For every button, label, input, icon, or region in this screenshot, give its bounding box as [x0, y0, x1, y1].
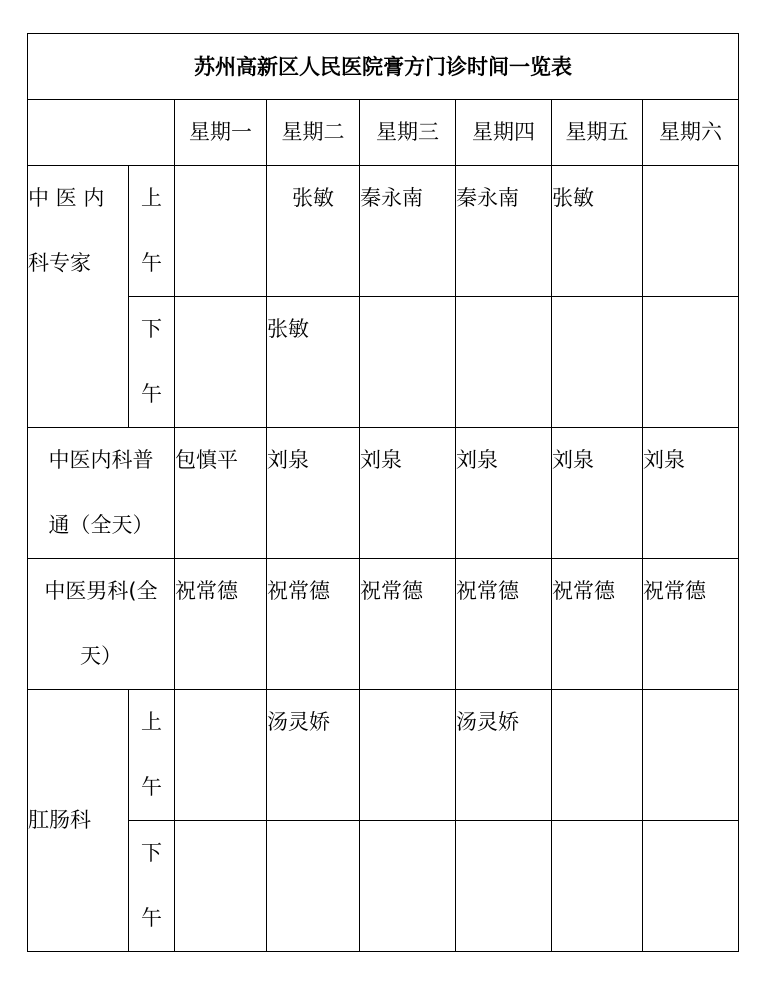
- table-row: [28, 690, 739, 821]
- day-header-tue: 星期二: [267, 100, 360, 166]
- doctor-cell: [175, 821, 267, 952]
- dept-name-line: 中医内科普: [48, 448, 154, 472]
- doctor-cell: [360, 690, 456, 821]
- doctor-cell: 刘泉: [456, 428, 552, 559]
- dept-tcm-andrology: [28, 559, 175, 690]
- day-header-sat: 星期六: [643, 100, 739, 166]
- day-header-row: [28, 100, 739, 166]
- doctor-cell: [175, 690, 267, 821]
- doctor-cell: 祝常德: [175, 559, 267, 690]
- doctor-cell: 汤灵娇: [456, 690, 552, 821]
- dept-tcm-internal-general: [28, 428, 175, 559]
- doctor-cell: [552, 690, 643, 821]
- title-row: [28, 34, 739, 100]
- doctor-cell: 汤灵娇: [267, 690, 360, 821]
- doctor-cell: [175, 166, 267, 297]
- doctor-cell: 刘泉: [643, 428, 739, 559]
- doctor-cell: [643, 297, 739, 428]
- doctor-cell: [360, 821, 456, 952]
- dept-name-line: 天）: [80, 644, 122, 668]
- day-header-fri: 星期五: [552, 100, 643, 166]
- table-title: 苏州高新区人民医院膏方门诊时间一览表: [28, 34, 739, 100]
- dept-name-line: 通（全天）: [48, 513, 154, 537]
- dept-name-line: 科专家: [28, 251, 91, 275]
- doctor-cell: 秦永南: [456, 166, 552, 297]
- doctor-cell: [552, 821, 643, 952]
- doctor-cell: 张敏: [267, 297, 360, 428]
- dept-name-line: 中医男科(全: [44, 579, 158, 603]
- doctor-cell: [456, 297, 552, 428]
- clinic-schedule-table: [27, 33, 739, 952]
- doctor-cell: 刘泉: [552, 428, 643, 559]
- doctor-cell: 张敏: [267, 166, 360, 297]
- corner-cell: [28, 100, 175, 166]
- table-row: [28, 428, 739, 559]
- doctor-cell: [643, 166, 739, 297]
- table-row: [28, 166, 739, 297]
- dept-tcm-internal-expert: [28, 166, 129, 428]
- doctor-cell: 祝常德: [267, 559, 360, 690]
- doctor-cell: 祝常德: [360, 559, 456, 690]
- doctor-cell: [360, 297, 456, 428]
- half-day-label-pm: 下 午: [129, 821, 175, 952]
- table-row: [28, 559, 739, 690]
- doctor-cell: [175, 297, 267, 428]
- table-row: [28, 821, 739, 952]
- doctor-cell: 包慎平: [175, 428, 267, 559]
- doctor-cell: 祝常德: [643, 559, 739, 690]
- day-header-mon: 星期一: [175, 100, 267, 166]
- doctor-cell: 张敏: [552, 166, 643, 297]
- doctor-cell: 刘泉: [360, 428, 456, 559]
- half-day-label-pm: 下 午: [129, 297, 175, 428]
- doctor-cell: [552, 297, 643, 428]
- dept-anorectal: 肛肠科: [28, 690, 129, 952]
- doctor-cell: 祝常德: [552, 559, 643, 690]
- half-day-label-am: 上 午: [129, 166, 175, 297]
- doctor-cell: [456, 821, 552, 952]
- half-day-label-am: 上 午: [129, 690, 175, 821]
- day-header-thu: 星期四: [456, 100, 552, 166]
- table-row: [28, 297, 739, 428]
- dept-name-line: 中 医 内: [28, 186, 105, 210]
- doctor-cell: [643, 690, 739, 821]
- doctor-cell: 刘泉: [267, 428, 360, 559]
- doctor-cell: 秦永南: [360, 166, 456, 297]
- day-header-wed: 星期三: [360, 100, 456, 166]
- doctor-cell: 祝常德: [456, 559, 552, 690]
- doctor-cell: [643, 821, 739, 952]
- doctor-cell: [267, 821, 360, 952]
